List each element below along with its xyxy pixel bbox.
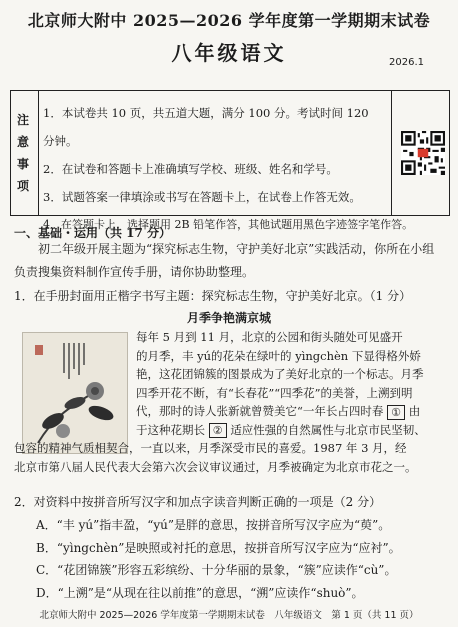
article-line — [14, 402, 444, 421]
notes-item: 2．在试卷和答题卡上准确填写学校、班级、姓名和学号。 — [43, 162, 338, 176]
notes-label-char: 项 — [17, 179, 30, 193]
option-a[interactable]: A．“丰 yú”指丰盈，“yú”是胖的意思，按拼音所写汉字应为“萸”。 — [36, 518, 391, 532]
question-2-options — [36, 514, 446, 604]
blank-2: ② — [209, 423, 227, 438]
exam-subject-title: 八年级语文 — [171, 41, 287, 65]
article-title: 月季争艳满京城 — [186, 311, 271, 325]
notes-divider — [391, 91, 392, 215]
notes-label-char: 事 — [17, 157, 30, 171]
question-1: 1．在手册封面用正楷字书写主题：探究标志生物，守护美好北京。（1 分） — [14, 289, 412, 303]
blank-1: ① — [387, 405, 405, 420]
option-c[interactable]: C．“花团锦簇”形容五彩缤纷、十分华丽的景象，“簇”应读作“cù”。 — [36, 563, 397, 577]
article-line-text: 代，那时的诗人张新就曾赞美它“一年长占四时春 — [136, 404, 384, 418]
option-d[interactable]: D．“上溯”是“从现在往以前推”的意思，“溯”应读作“shuò”。 — [36, 585, 364, 600]
notes-label-char: 意 — [17, 135, 30, 149]
notes-label-char: 注 — [17, 113, 30, 127]
article-line: 每年 5 月到 11 月，北京的公园和街头随处可见盛开 — [136, 330, 403, 344]
qr-code-icon — [401, 131, 445, 175]
option-b[interactable]: B．“yìngchèn”是映照或衬托的意思，按拼音所写汉字应为“应衬”。 — [36, 540, 401, 555]
page-footer: 北京师大附中 2025—2026 学年度第一学期期末试卷 八年级语文 第 1 页（共 11 页） — [39, 610, 419, 621]
article-line: 的月季，丰 yú的花朵在绿叶的 yìngchèn 下显得格外娇 — [136, 348, 421, 363]
exam-school-title: 北京师大附中 2025—2026 学年度第一学期期末试卷 — [27, 11, 431, 30]
notes-item: 4．在答题卡上，选择题用 2B 铅笔作答，其他试题用黑色字迹签字笔作答。 — [43, 218, 414, 231]
article-line-text: 于这种花期长 — [136, 422, 205, 437]
exam-date: 2026.1 — [389, 57, 424, 68]
article-line: 包容的精神气质相契合，一直以来，月季深受市民的喜爱。1987 年 3 月，经 — [14, 441, 407, 455]
article-line-text: 由 — [408, 404, 421, 418]
section-heading: 一、基础・运用（共 17 分） — [14, 226, 172, 240]
article-line: 四季开花不断，有“长春花”“四季花”的美誉，上溯到明 — [136, 385, 413, 400]
notes-label — [11, 91, 39, 215]
article-body — [14, 328, 444, 476]
article-line: 北京市第八届人民代表大会第六次会议审议通过，月季被确定为北京市花之一。 — [14, 459, 417, 474]
article-line — [14, 421, 444, 440]
question-2: 2．对资料中按拼音所写汉字和加点字读音判断正确的一项是（2 分） — [14, 495, 382, 509]
section-intro: 初二年级开展主题为“探究标志生物，守护美好北京”实践活动，你所在小组负责搜集资料制作宣传手册，请你协助整理。 — [14, 242, 435, 279]
article-line: 艳，这花团锦簇的图景成为了美好北京的一个标志。月季 — [136, 367, 424, 381]
notes-item: 1．本试卷共 10 页，共五道大题，满分 100 分。考试时间 120 分钟。 — [43, 106, 369, 148]
notes-list — [43, 99, 414, 239]
article-line-text: 适应性强的自然属性与北京市民坚韧、 — [230, 422, 426, 437]
notes-box — [10, 90, 450, 231]
notes-item: 3．试题答案一律填涂或书写在答题卡上，在试卷上作答无效。 — [43, 190, 361, 204]
